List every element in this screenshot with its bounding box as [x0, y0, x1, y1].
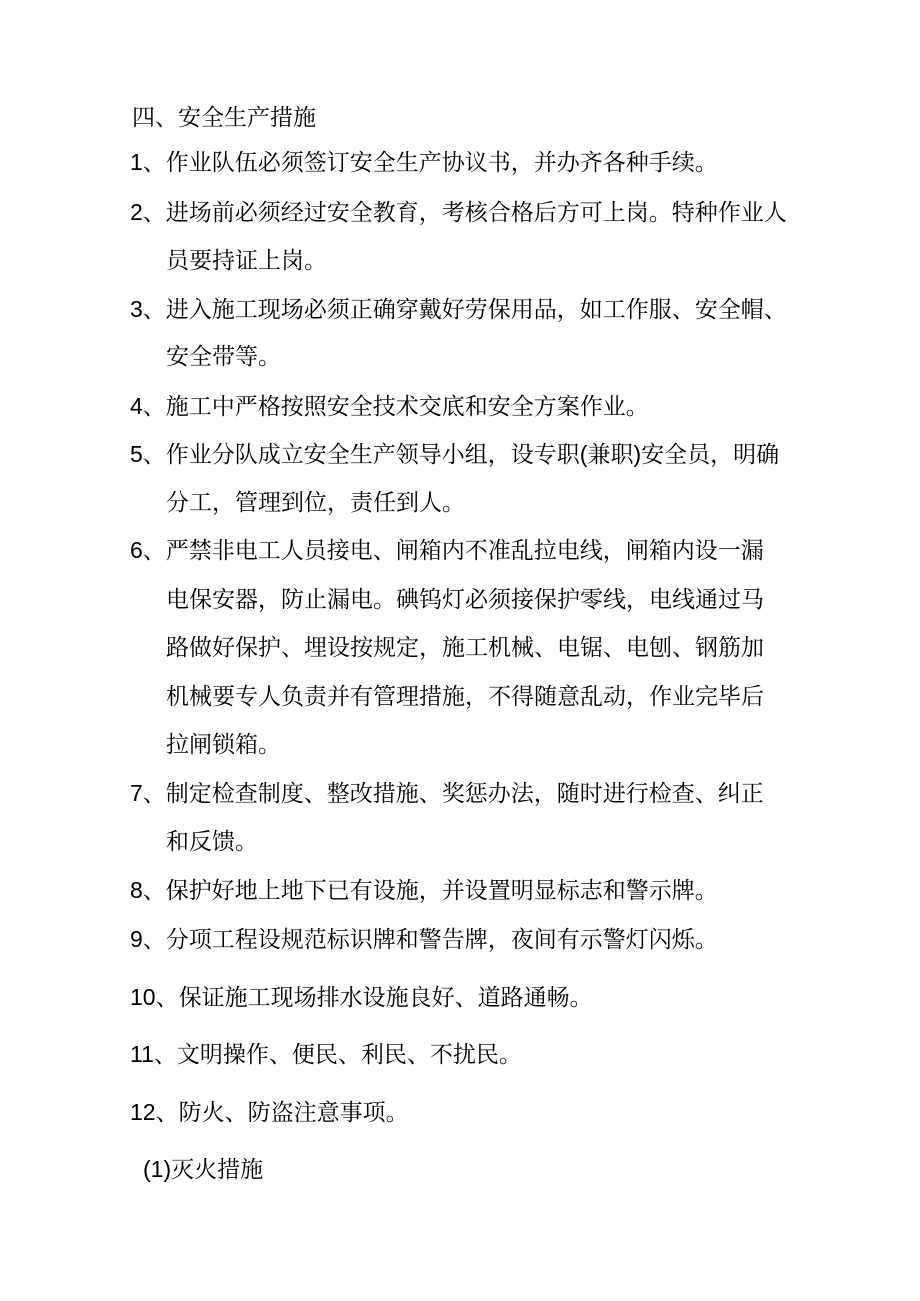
item-number: 7、 [130, 780, 166, 806]
item-first-line [130, 1101, 409, 1124]
item-text: 制定检查制度、整改措施、奖惩办法，随时进行检查、纠正 [165, 780, 764, 806]
item-continuation-line: 安全带等。 [166, 343, 281, 369]
item-first-line [130, 928, 718, 951]
item-text: 分项工程设规范标识牌和警告牌，夜间有示警灯闪烁。 [165, 926, 718, 952]
item-text: 进入施工现场必须正确穿戴好劳保用品，如工作服、安全帽、 [165, 296, 787, 322]
item-number: 3、 [130, 296, 166, 322]
item-text: 进场前必须经过安全教育，考核合格后方可上岗。特种作业人 [165, 199, 787, 225]
item-first-line [130, 443, 779, 466]
item-text: 严禁非电工人员接电、闸箱内不准乱拉电线，闸箱内设一漏 [165, 537, 764, 563]
item-continuation-line: 机械要专人负责并有管理措施，不得随意乱动，作业完毕后 [166, 683, 764, 709]
item-first-line [130, 879, 718, 902]
item-number: 4、 [130, 393, 166, 419]
item-number: 10、 [130, 984, 179, 1010]
item-first-line [130, 1043, 522, 1066]
item-first-line [130, 298, 787, 321]
item-continuation-line: 路做好保护、埋设按规定，施工机械、电锯、电刨、钢筋加 [166, 634, 764, 660]
item-text: 文明操作、便民、利民、不扰民。 [176, 1041, 522, 1067]
item-continuation-line: 拉闸锁箱。 [166, 731, 281, 757]
item-number: 1、 [130, 149, 166, 175]
item-first-line [130, 986, 593, 1009]
section-heading: 四、安全生产措施 [132, 104, 316, 130]
item-number: 11、 [130, 1041, 177, 1067]
item-text: 作业队伍必须签订安全生产协议书，并办齐各种手续。 [165, 149, 718, 175]
item-continuation-line: 员要持证上岗。 [166, 247, 327, 273]
item-number: 6、 [130, 537, 166, 563]
subsection-title: 灭火措施 [171, 1156, 264, 1182]
item-number: 2、 [130, 199, 166, 225]
item-first-line [130, 201, 787, 224]
item-number: 9、 [130, 926, 166, 952]
item-continuation-line: 和反馈。 [166, 828, 258, 854]
item-number: 8、 [130, 877, 166, 903]
item-text: 作业分队成立安全生产领导小组，设专职(兼职)安全员，明确 [165, 441, 780, 467]
item-continuation-line: 分工，管理到位，责任到人。 [166, 489, 465, 515]
item-text: 施工中严格按照安全技术交底和安全方案作业。 [165, 393, 649, 419]
item-text: 防火、防盗注意事项。 [178, 1099, 409, 1125]
item-first-line [130, 151, 718, 174]
item-first-line [130, 539, 764, 562]
subsection-heading [143, 1158, 263, 1181]
item-first-line [130, 395, 649, 418]
item-text: 保护好地上地下已有设施，并设置明显标志和警示牌。 [165, 877, 718, 903]
item-continuation-line: 电保安器，防止漏电。碘钨灯必须接保护零线，电线通过马 [166, 586, 764, 612]
item-first-line [130, 782, 764, 805]
item-text: 保证施工现场排水设施良好、道路通畅。 [178, 984, 593, 1010]
item-number: 12、 [130, 1099, 179, 1125]
subsection-number: (1) [143, 1156, 172, 1182]
item-number: 5、 [130, 441, 166, 467]
